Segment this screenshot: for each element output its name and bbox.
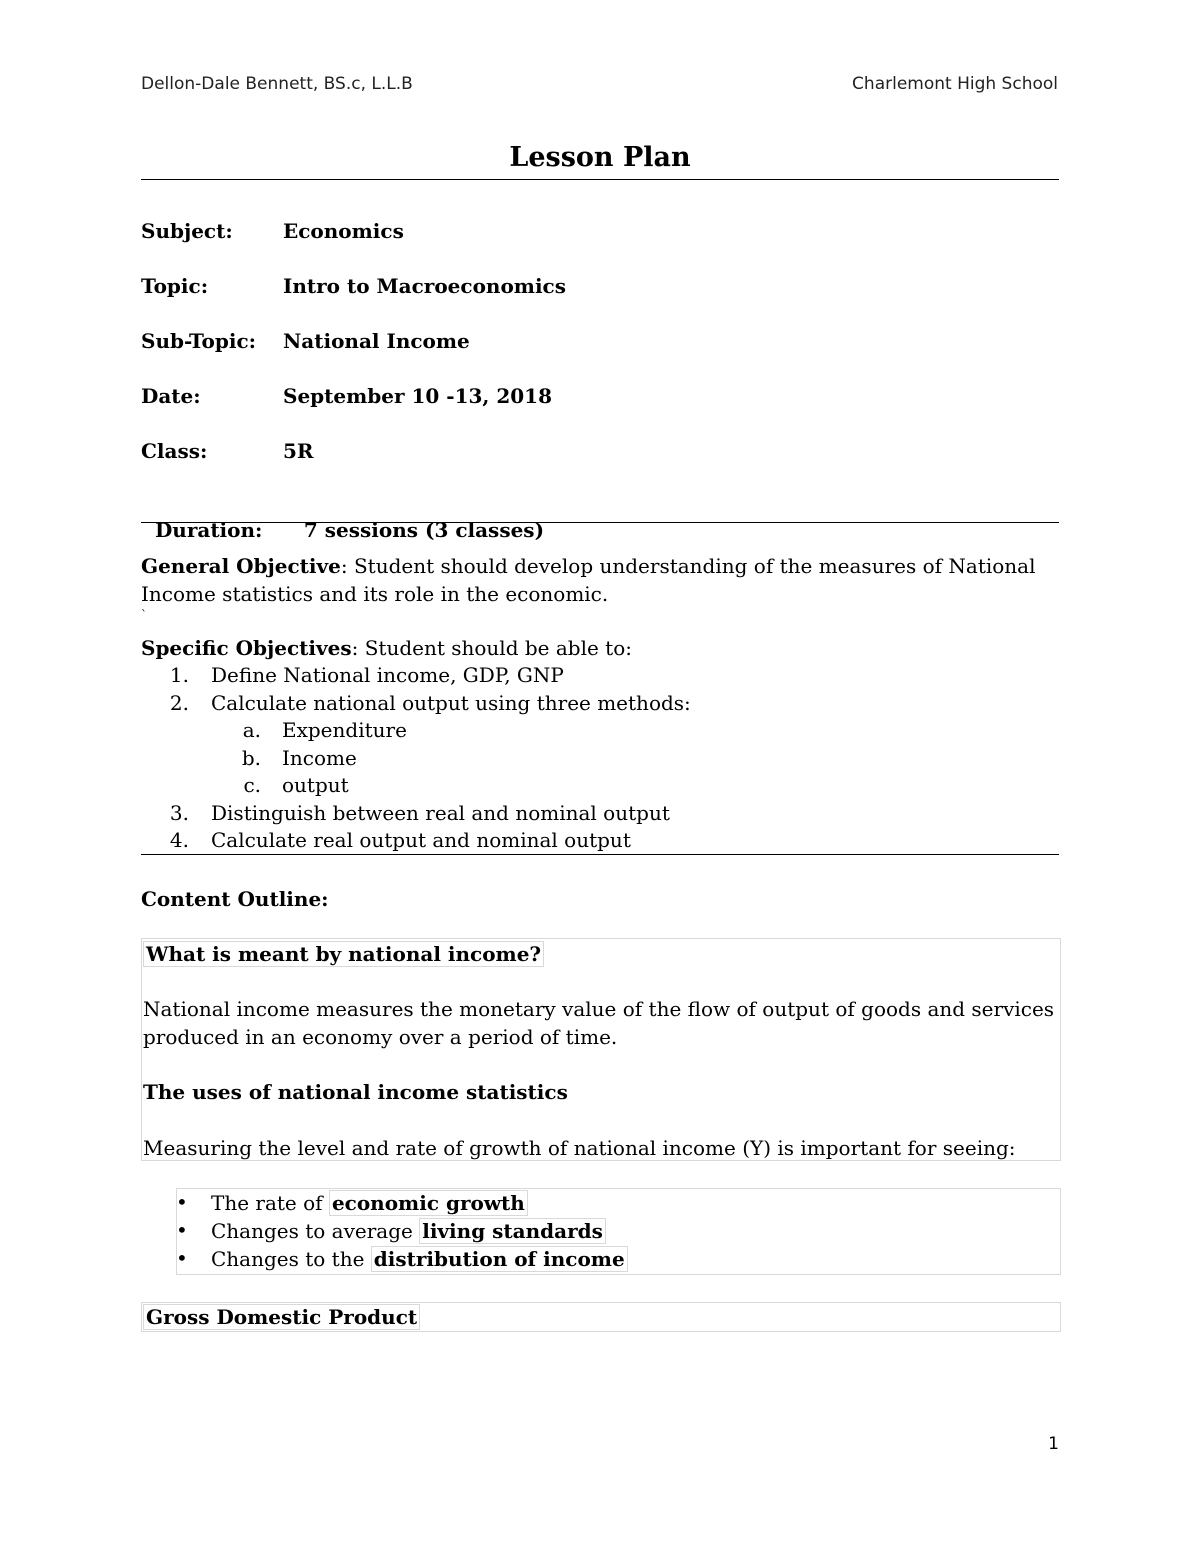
field-topic xyxy=(141,274,566,298)
specific-objectives-intro: : Student should be able to: xyxy=(351,636,632,660)
field-label: Topic: xyxy=(141,274,209,298)
bullet-plain: Changes to the xyxy=(211,1247,371,1271)
bullet-plain: Changes to average xyxy=(211,1219,420,1243)
field-class xyxy=(141,439,314,463)
list-text: Define National income, GDP, GNP xyxy=(211,663,564,687)
list-text: Income xyxy=(282,745,357,770)
content-outline-heading: Content Outline: xyxy=(141,887,329,911)
stray-mark: ` xyxy=(141,608,147,622)
field-value: 7 sessions (3 classes) xyxy=(296,518,545,542)
list-letter: a. xyxy=(242,718,261,742)
field-value: Economics xyxy=(283,219,404,243)
title-divider xyxy=(141,179,1059,180)
general-objective-label: General Objective xyxy=(141,554,341,578)
field-value: 5R xyxy=(283,439,314,463)
page-number: 1 xyxy=(1048,1434,1059,1454)
list-number: 4. xyxy=(169,828,189,852)
field-label: Date: xyxy=(141,384,201,408)
uses-heading: The uses of national income statistics xyxy=(143,1080,568,1104)
list-text: Calculate real output and nominal output xyxy=(211,828,631,852)
field-sub-topic xyxy=(141,329,470,353)
field-value: National Income xyxy=(283,329,470,353)
field-value: September 10 -13, 2018 xyxy=(283,384,553,408)
definition-question xyxy=(143,940,544,968)
list-item xyxy=(211,1217,606,1245)
gdp-heading-text: Gross Domestic Product xyxy=(143,1304,420,1330)
list-letter: b. xyxy=(241,745,261,770)
bullet-plain: The rate of xyxy=(211,1191,329,1215)
field-label: Duration: xyxy=(154,518,263,542)
list-number: 3. xyxy=(169,800,189,825)
list-text: Calculate national output using three methods: xyxy=(211,690,691,715)
list-number: 2. xyxy=(169,690,189,715)
bullet-dot: • xyxy=(176,1190,188,1214)
fields-divider xyxy=(141,522,1059,523)
gdp-heading xyxy=(143,1303,420,1331)
uses-intro: Measuring the level and rate of growth of national income (Y) is important for seeing: xyxy=(143,1136,1016,1160)
field-subject xyxy=(141,219,404,243)
bullet-bold: economic growth xyxy=(329,1190,528,1216)
field-date xyxy=(141,384,552,408)
specific-objectives-label: Specific Objectives xyxy=(141,636,352,660)
header-school: Charlemont High School xyxy=(852,74,1058,94)
bullet-dot: • xyxy=(176,1246,188,1270)
list-text: output xyxy=(282,773,349,797)
bullet-bold: living standards xyxy=(419,1218,606,1244)
objectives-divider xyxy=(141,854,1059,855)
field-label: Class: xyxy=(141,439,208,463)
field-label: Subject: xyxy=(141,219,233,243)
field-label: Sub-Topic: xyxy=(141,329,257,353)
list-item xyxy=(211,1189,528,1217)
list-text: Distinguish between real and nominal output xyxy=(211,800,670,825)
bullet-bold: distribution of income xyxy=(371,1246,628,1272)
bullet-dot: • xyxy=(176,1218,188,1242)
list-item xyxy=(211,1245,628,1273)
list-letter: c. xyxy=(243,773,261,797)
definition-text: National income measures the monetary value of the flow of output of goods and services produced in an economy over a period of time. xyxy=(143,997,1055,1049)
list-text: Expenditure xyxy=(282,718,407,742)
page-title: Lesson Plan xyxy=(509,142,691,173)
field-value: Intro to Macroeconomics xyxy=(283,274,566,298)
general-objective xyxy=(141,552,1059,608)
general-objective-text: : Student should develop understanding of the measures of National Income statistics and its role in the economic. xyxy=(141,554,1036,606)
question-text: What is meant by national income? xyxy=(143,941,544,967)
specific-objectives xyxy=(141,634,1059,662)
list-number: 1. xyxy=(169,663,189,687)
header-author: Dellon-Dale Bennett, BS.c, L.L.B xyxy=(141,74,413,94)
field-duration xyxy=(141,494,544,542)
